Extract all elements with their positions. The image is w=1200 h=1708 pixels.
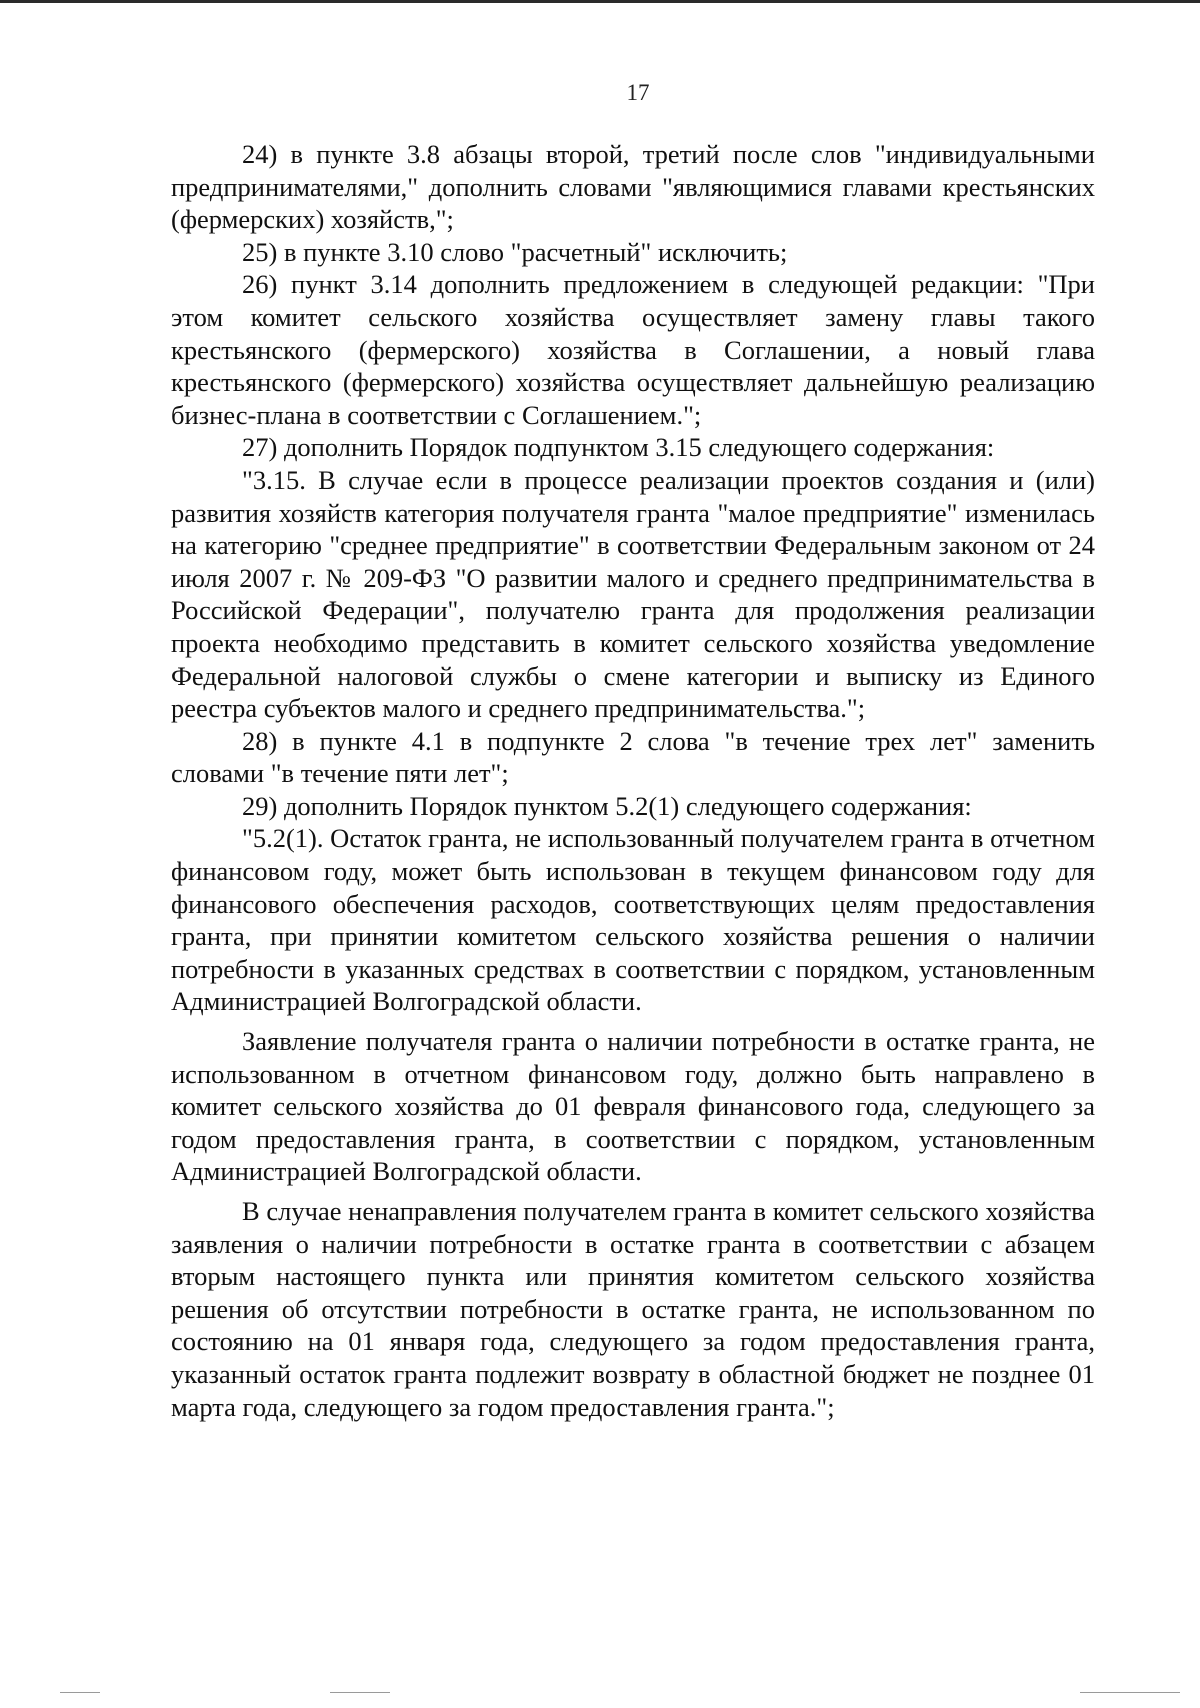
- scan-mark: [330, 1692, 390, 1693]
- paragraph-item-24: 24) в пункте 3.8 абзацы второй, третий после слов "индивидуальными предпринимателями," дополнить словами "являющимися главами крестьянских (фермерских) хозяйств,";: [171, 139, 1095, 235]
- paragraph-item-29: 29) дополнить Порядок пунктом 5.2(1) следующего содержания:: [242, 790, 972, 821]
- page-number: 17: [626, 80, 650, 105]
- paragraph-item-27: 27) дополнить Порядок подпунктом 3.15 следующего содержания:: [242, 432, 995, 463]
- paragraph-point-5-2-1: "5.2(1). Остаток гранта, не использованный получателем гранта в отчетном финансовом году, может быть использован в текущем финансовом году для финансового обеспечения расходов, соответствующих целям предоставления гранта, при принятии комитетом сельского хозяйства решения о наличии потребности в указанных средствах в соответствии с порядком, установленным Администрацией Волгоградской области.: [171, 823, 1095, 1017]
- paragraph-item-26: 26) пункт 3.14 дополнить предложением в следующей редакции: "При этом комитет сельского хозяйства осуществляет замену главы такого крестьянского (фермерского) хозяйства в Соглашении, а новый глава крестьянского (фермерского) хозяйства осуществляет дальнейшую реализацию бизнес-плана в соответствии с Соглашением.";: [171, 269, 1095, 430]
- paragraph-subitem-3-15: "3.15. В случае если в процессе реализации проектов создания и (или) развития хозяйств категория получателя гранта "малое предприятие" изменилась на категорию "среднее предприятие" в соответствии Федеральным законом от 24 июля 2007 г. № 209-ФЗ "О развитии малого и среднего предпринимательства в Российской Федерации", получателю гранта для продолжения реализации проекта необходимо представить в комитет сельского хозяйства уведомление Федеральной налоговой службы о смене категории и выписку из Единого реестра субъектов малого и среднего предпринимательства.";: [171, 464, 1095, 724]
- paragraph-grant-refund: В случае ненаправления получателем гранта в комитет сельского хозяйства заявления о наличии потребности в остатке гранта в соответствии с абзацем вторым настоящего пункта или принятия комитетом сельского хозяйства решения об отсутствии потребности в остатке гранта, не использованном по состоянию на 01 января года, следующего за годом предоставления гранта, указанный остаток гранта подлежит возврату в областной бюджет не позднее 01 марта года, следующего за годом предоставления гранта.";: [171, 1196, 1095, 1422]
- scan-mark: [1080, 1692, 1180, 1693]
- document-body: [171, 138, 1095, 1423]
- scan-top-edge: [0, 0, 1200, 3]
- scan-mark: [60, 1692, 100, 1693]
- paragraph-application-deadline: Заявление получателя гранта о наличии потребности в остатке гранта, не использованном в отчетном финансовом году, должно быть направлено в комитет сельского хозяйства до 01 февраля финансового года, следующего за годом предоставления гранта, в соответствии с порядком, установленным Администрацией Волгоградской области.: [171, 1026, 1095, 1187]
- paragraph-item-25: 25) в пункте 3.10 слово "расчетный" исключить;: [242, 236, 788, 267]
- scan-bottom-marks: [0, 1692, 1200, 1704]
- paragraph-item-28: 28) в пункте 4.1 в подпункте 2 слова "в течение трех лет" заменить словами "в течение пяти лет";: [171, 725, 1095, 789]
